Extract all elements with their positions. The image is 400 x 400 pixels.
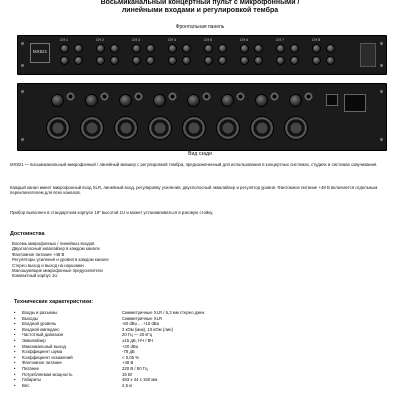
line-input-jack	[100, 92, 109, 101]
rear-panel-caption: Вид сзади	[188, 151, 212, 157]
page-title	[80, 0, 320, 15]
spec-key: Входы и разъемы	[22, 310, 58, 315]
channel-knob	[168, 44, 177, 53]
spec-key: Питание	[22, 366, 39, 371]
channel-knob	[312, 56, 321, 65]
channel-label: CH 4	[168, 38, 176, 42]
channel-knob	[204, 56, 213, 65]
list-item: Компактный корпус 1U	[12, 273, 58, 279]
spec-key: Входной уровень	[22, 321, 57, 327]
list-item: Восемь микрофонных / линейных входов	[12, 241, 95, 246]
xlr-input-connector	[114, 116, 138, 140]
channel-knob	[60, 44, 69, 53]
rear-panel-image	[17, 83, 387, 151]
xlr-input-connector	[284, 116, 308, 140]
list-item: Регуляторы усиления и уровня в каждом канале	[12, 257, 109, 263]
channel-knob	[96, 56, 105, 65]
spec-value: +20 dBu	[122, 343, 139, 349]
features-list	[12, 241, 392, 279]
channel-knob	[132, 44, 141, 53]
bullet-icon: •	[14, 349, 16, 355]
spec-key: Коэффициент искажений	[22, 354, 73, 360]
rack-screw	[21, 90, 24, 93]
spec-value: < 0,05 %	[122, 354, 140, 360]
rack-screw	[21, 64, 24, 67]
spec-key: Максимальный выход	[22, 343, 66, 349]
spec-value: 2 кОм (мик), 10 кОм (лин)	[122, 326, 173, 332]
channel-knob	[132, 56, 141, 65]
channel-knob	[204, 44, 213, 53]
spec-value: -78 дБ	[122, 349, 135, 355]
channel-knob	[290, 56, 299, 65]
xlr-input-connector	[148, 116, 172, 140]
xlr-input-connector	[46, 116, 70, 140]
channel-knob	[146, 44, 155, 53]
channel-knob	[218, 44, 227, 53]
power-socket	[344, 94, 366, 112]
spec-value: Симметричные XLR	[122, 315, 163, 321]
bullet-icon: •	[14, 360, 16, 366]
front-panel-image	[17, 35, 387, 75]
channel-knob	[218, 56, 227, 65]
channel-label: CH 2	[96, 38, 104, 42]
line-input-jack	[304, 92, 313, 101]
spec-value: 15 Вт	[122, 371, 133, 377]
model-label: MX821	[32, 49, 48, 54]
specs-heading: Технические характеристики:	[14, 299, 94, 305]
gain-knob	[51, 94, 64, 107]
rack-screw	[21, 42, 24, 45]
xlr-input-connector	[216, 116, 240, 140]
xlr-input-connector	[250, 116, 274, 140]
channel-knob	[168, 56, 177, 65]
title-line-1: Восьмиканальный концертный пульт с микрофонными /	[100, 0, 300, 6]
list-item: Малошумящие микрофонные предусилители	[12, 267, 103, 273]
bullet-icon: •	[14, 366, 16, 371]
spec-value: 20 Гц — 20 кГц	[122, 332, 153, 338]
gain-knob	[255, 94, 268, 107]
spec-value: Симметричные XLR / 6,3 мм стерео джек	[122, 310, 205, 315]
channel-knob	[254, 56, 263, 65]
channel-knob	[110, 44, 119, 53]
bullet-icon: •	[14, 338, 16, 343]
channel-knob	[110, 56, 119, 65]
channel-knob	[74, 56, 83, 65]
spec-key: Выходы	[22, 315, 38, 321]
spec-value: 2,5 кг	[122, 382, 133, 388]
power-switch	[326, 94, 338, 106]
channel-knob	[60, 56, 69, 65]
channel-knob	[182, 56, 191, 65]
channel-knob	[182, 44, 191, 53]
spec-value: ±15 дБ, НЧ / ВЧ	[122, 338, 154, 343]
spec-value: +48 В	[122, 360, 134, 366]
channel-knob	[74, 44, 83, 53]
line-input-jack	[202, 92, 211, 101]
channel-label: CH 7	[276, 38, 284, 42]
spec-key: Частотный диапазон	[22, 332, 64, 338]
rack-screw	[380, 42, 383, 45]
spec-key: Фантомное питание	[22, 360, 62, 366]
spec-key: Входной импеданс	[22, 326, 60, 332]
list-item: Фантомное питание +48 В	[12, 251, 65, 257]
channel-knob	[276, 56, 285, 65]
list-item: Двухполосный эквалайзер в каждом канале	[12, 246, 100, 252]
gain-knob	[153, 94, 166, 107]
channel-knob	[96, 44, 105, 53]
line-input-jack	[236, 92, 245, 101]
line-input-jack	[66, 92, 75, 101]
xlr-input-connector	[80, 116, 104, 140]
bullet-icon: •	[14, 382, 16, 388]
front-panel-caption: Фронтальная панель	[175, 24, 225, 30]
line-input-jack	[168, 92, 177, 101]
spec-key: Вес	[22, 382, 30, 388]
gain-knob	[187, 94, 200, 107]
channel-knob	[240, 56, 249, 65]
features-heading: Достоинства	[10, 231, 45, 237]
gain-knob	[289, 94, 302, 107]
bullet-icon: •	[14, 332, 16, 338]
intro-paragraph: MX821 — восьмиканальный микрофонный / линейный микшер с регулировкой тембра, предназначенный для использования в концертных системах, студиях и системах озвучивания.	[10, 162, 378, 167]
bullet-icon: •	[14, 315, 16, 321]
housing-paragraph: Прибор выполнен в стандартном корпусе 19" высотой 1U и может устанавливаться в рэковую стойку.	[10, 210, 214, 215]
bullet-icon: •	[14, 371, 16, 377]
spec-key: Эквалайзер	[22, 338, 46, 343]
spec-value: 220 В / 50 Гц	[122, 366, 148, 371]
line-input-jack	[134, 92, 143, 101]
channel-label: CH 3	[132, 38, 140, 42]
channel-label: CH 8	[312, 38, 320, 42]
spec-value: -60 dBu ... +10 dBu	[122, 321, 160, 327]
spec-row	[14, 383, 394, 389]
bullet-icon: •	[14, 321, 16, 327]
bullet-icon: •	[14, 377, 16, 383]
rack-screw	[21, 138, 24, 141]
channel-knob	[240, 44, 249, 53]
rack-screw	[380, 64, 383, 67]
channel-knob	[254, 44, 263, 53]
line-input-jack	[270, 92, 279, 101]
spec-value: 483 x 44 x 150 мм	[122, 377, 158, 383]
master-section	[360, 43, 376, 67]
bullet-icon: •	[14, 310, 16, 315]
channel-knob	[326, 44, 335, 53]
gain-knob	[221, 94, 234, 107]
bullet-icon: •	[14, 326, 16, 332]
channel-knob	[276, 44, 285, 53]
channel-label: CH 1	[60, 38, 68, 42]
description-paragraph: Каждый канал имеет микрофонный вход XLR, линейный вход, регулировку усиления, двухполосный эквалайзер и регулятор уровня. Фантомное питание +48 В включается отдельным переключателем для всех каналов.	[10, 185, 378, 196]
spec-key: Потребляемая мощность	[22, 371, 73, 377]
gain-knob	[85, 94, 98, 107]
xlr-input-connector	[182, 116, 206, 140]
channel-knob	[326, 56, 335, 65]
title-line-2: линейными входами и регулировкой тембра	[121, 7, 279, 14]
spec-key: Коэффициент шума	[22, 349, 63, 355]
list-item: Стерео выход и выход на наушники	[12, 262, 84, 268]
rack-screw	[380, 90, 383, 93]
spec-key: Габариты	[22, 377, 42, 383]
rack-screw	[380, 138, 383, 141]
bullet-icon: •	[14, 354, 16, 360]
channel-knob	[290, 44, 299, 53]
gain-knob	[119, 94, 132, 107]
channel-label: CH 5	[204, 38, 212, 42]
channel-label: CH 6	[240, 38, 248, 42]
bullet-icon: •	[14, 343, 16, 349]
channel-knob	[146, 56, 155, 65]
model-badge	[30, 43, 50, 63]
channel-knob	[312, 44, 321, 53]
